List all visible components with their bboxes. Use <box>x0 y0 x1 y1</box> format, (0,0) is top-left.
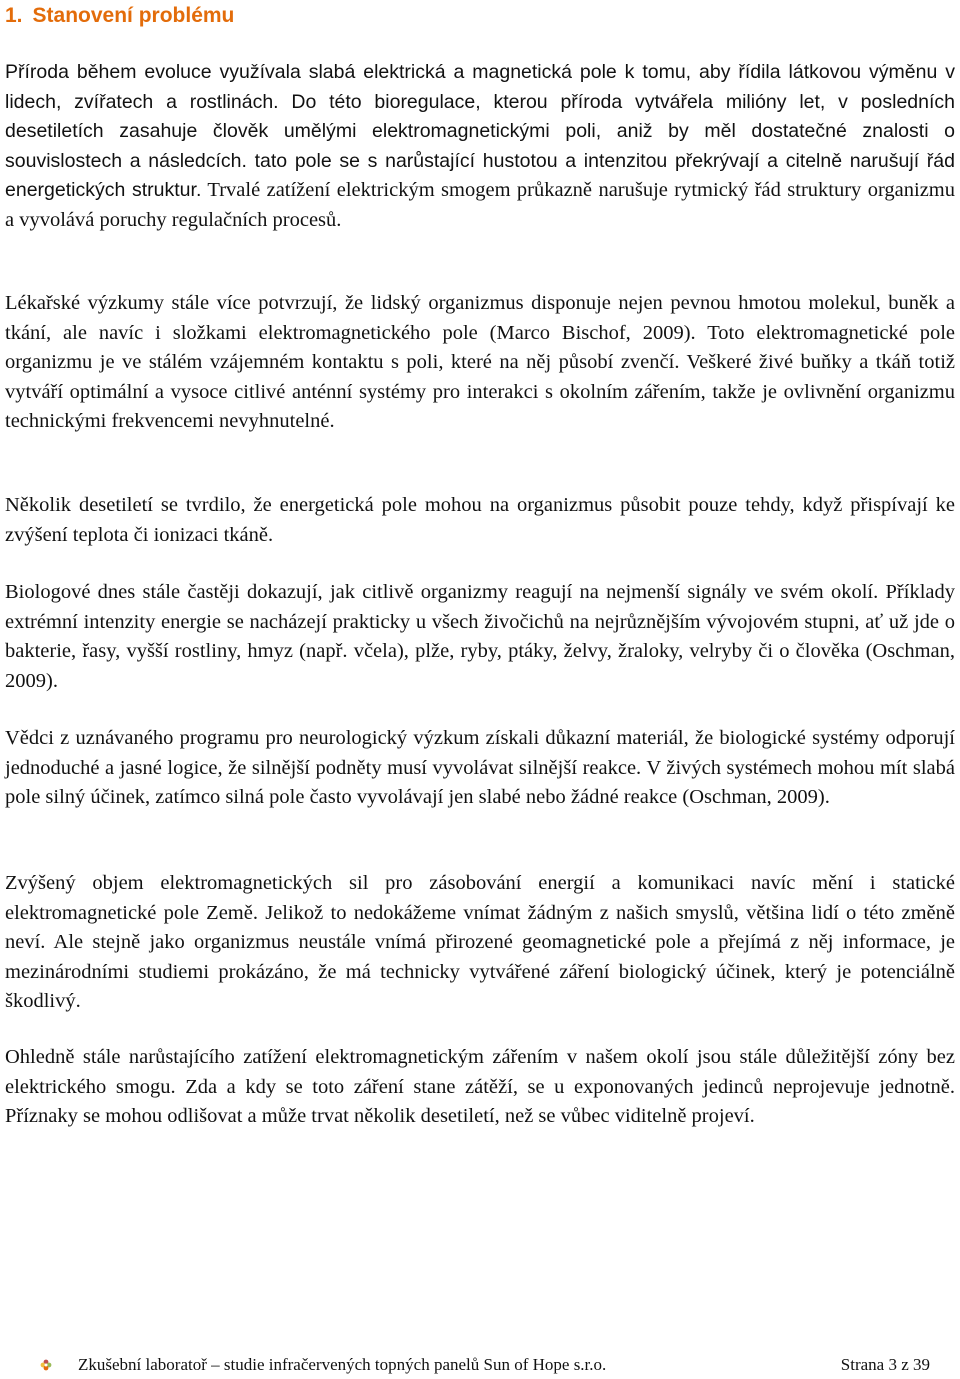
document-page <box>5 0 956 1128</box>
paragraph-1-serif-text: Trvalé zatížení elektrickým smogem průkazně narušuje rytmický řád struktury organizmu a vyvolává poruchy regulačních procesů. <box>5 179 956 231</box>
paragraph-4: Biologové dnes stále častěji dokazují, jak citlivě organizmy reagují na nejmenší signály ve svém okolí. Příklady extrémní intenzity energie se nacházejí prakticky u všech živočichů na nejrůznějším vývojovém stupni, ať už jde o bakterie, řasy, vyšší rostliny, hmyz (např. včela), plže, ryby, ptáky, želvy, žraloky, velryby či o člověka (Oschman, 2009). <box>5 581 955 692</box>
page-number: Strana 3 z 39 <box>840 1355 930 1374</box>
section-heading <box>5 3 955 29</box>
section-number: 1. <box>5 4 23 27</box>
paragraph-1-sans-text: Příroda během evoluce využívala slabá elektrická a magnetická pole k tomu, aby řídila látkovou výměnu v lidech, zvířatech a rostlinách. Do této bioregulace, kterou příroda vytvářela milióny let, v posledních desetiletích zasahuje člověk umělými elektromagnetickými poli, aniž by měl dostatečné znalosti o souvislostech a následcích. tato pole se s narůstající hustotou a intenzitou překrývají a citelně narušují řád energetických struktur. <box>5 61 955 202</box>
section-title: Stanovení problému <box>32 4 235 27</box>
paragraph-7: Ohledně stále narůstajícího zatížení elektromagnetickým zářením v našem okolí jsou stále důležitější zóny bez elektrického smogu. Zda a kdy se toto záření stane zátěží, se u exponovaných jedinců neprojevuje jednotně. Příznaky se mohou odlišovat a může trvat několik desetiletí, než se vůbec viditelně projeví. <box>5 1046 955 1128</box>
paragraph-5: Vědci z uznávaného programu pro neurologický výzkum získali důkazní materiál, že biologické systémy odporují jednoduché a jasné logice, že silnější podněty musí vyvolávat silnější reakce. V živých systémech mohou mít slabá pole silný účinek, zatímco silná pole často vyvolávají jen slabé nebo žádné reakce (Oschman, 2009). <box>5 727 955 809</box>
footer-title: Zkušební laboratoř – studie infračervených topných panelů Sun of Hope s.r.o. <box>78 1355 607 1374</box>
flower-icon <box>40 1359 52 1371</box>
paragraph-1 <box>5 58 955 236</box>
page-footer <box>40 1354 930 1376</box>
paragraph-2: Lékařské výzkumy stále více potvrzují, že lidský organizmus disponuje nejen pevnou hmotou molekul, buněk a tkání, ale navíc i složkami elektromagnetického pole (Marco Bischof, 2009). Toto elektromagnetické pole organizmu je ve stálém vzájemném kontaktu s poli, které na něj působí zvenčí. Veškeré živé buňky a tkáň totiž vytváří optimální a vysoce citlivé anténní systémy pro interakci s okolním zářením, takže je ovlivnění organizmu technickými frekvencemi nevyhnutelné. <box>5 292 955 433</box>
paragraph-6: Zvýšený objem elektromagnetických sil pro zásobování energií a komunikaci navíc mění i statické elektromagnetické pole Země. Jelikož to nedokážeme vnímat žádným z našich smyslů, většina lidí o této změně neví. Ale stejně jako organizmus neustále vnímá přirozené geomagnetické pole a přejímá z něj informace, je mezinárodními studiemi prokázáno, že má technicky vytvářené záření biologický účinek, který je potenciálně škodlivý. <box>5 872 955 1013</box>
paragraph-3: Několik desetiletí se tvrdilo, že energetická pole mohou na organizmus působit pouze tehdy, když přispívají ke zvýšení teplota či ionizaci tkáně. <box>5 494 955 546</box>
